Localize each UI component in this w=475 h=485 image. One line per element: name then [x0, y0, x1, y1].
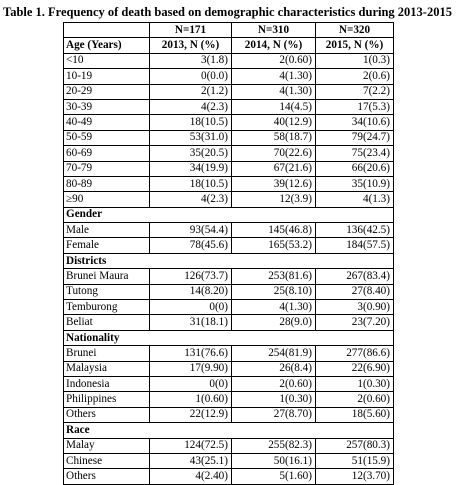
table-row: [64, 346, 394, 361]
cell-value: 1(0.3): [316, 53, 394, 68]
cell-value: 5(1.60): [232, 469, 316, 484]
section-heading: Gender: [64, 207, 394, 222]
cell-value: 25(8.10): [232, 284, 316, 299]
table-title: Table 1. Frequency of death based on demographic characteristics during 2013-2015: [3, 5, 452, 19]
cell-value: 184(57.5): [316, 238, 394, 253]
row-label: Others: [64, 407, 150, 422]
cell-value: 34(19.9): [150, 161, 232, 176]
row-label: Brunei Maura: [64, 269, 150, 284]
cell-value: 67(21.6): [232, 161, 316, 176]
row-label: Temburong: [64, 300, 150, 315]
section-heading: Districts: [64, 253, 394, 268]
table-row: [64, 99, 394, 114]
cell-value: 131(76.6): [150, 346, 232, 361]
n-header-row: [64, 23, 394, 38]
cell-value: 79(24.7): [316, 130, 394, 145]
cell-value: 17(9.90): [150, 361, 232, 376]
section-heading-row: [64, 330, 394, 345]
cell-value: 23(7.20): [316, 315, 394, 330]
cell-value: 22(12.9): [150, 407, 232, 422]
row-label: Others: [64, 469, 150, 484]
cell-value: 277(86.6): [316, 346, 394, 361]
row-label: 40-49: [64, 115, 150, 130]
cell-value: 4(2.3): [150, 99, 232, 114]
table-row: [64, 392, 394, 407]
cell-value: 4(1.30): [232, 84, 316, 99]
table-row: [64, 69, 394, 84]
cell-value: 4(2.40): [150, 469, 232, 484]
cell-value: 40(12.9): [232, 115, 316, 130]
cell-value: 2(1.2): [150, 84, 232, 99]
cell-value: 3(1.8): [150, 53, 232, 68]
table-row: [64, 300, 394, 315]
cell-value: 145(46.8): [232, 223, 316, 238]
cell-value: 0(0.0): [150, 69, 232, 84]
section-heading-row: [64, 207, 394, 222]
section-heading: Nationality: [64, 330, 394, 345]
row-label: Brunei: [64, 346, 150, 361]
table-row: [64, 453, 394, 468]
cell-value: 58(18.7): [232, 130, 316, 145]
row-label: ≥90: [64, 192, 150, 207]
row-label: 10-19: [64, 69, 150, 84]
cell-value: 35(20.5): [150, 146, 232, 161]
cell-value: 267(83.4): [316, 269, 394, 284]
row-label: Tutong: [64, 284, 150, 299]
cell-value: 27(8.40): [316, 284, 394, 299]
table-row: [64, 238, 394, 253]
table-row: [64, 115, 394, 130]
table-row: [64, 284, 394, 299]
cell-value: 51(15.9): [316, 453, 394, 468]
cell-value: 26(8.4): [232, 361, 316, 376]
table-body: [64, 53, 394, 484]
section-heading-row: [64, 253, 394, 268]
section-heading-row: [64, 423, 394, 438]
row-label: 80-89: [64, 176, 150, 191]
table-row: [64, 223, 394, 238]
cell-value: 4(1.30): [232, 69, 316, 84]
row-label: 60-69: [64, 146, 150, 161]
column-header-age: Age (Years): [64, 38, 150, 53]
n-header-2013: N=171: [150, 23, 232, 38]
table-row: [64, 146, 394, 161]
n-header-2014: N=310: [232, 23, 316, 38]
table-row: [64, 361, 394, 376]
cell-value: 253(81.6): [232, 269, 316, 284]
row-label: Chinese: [64, 453, 150, 468]
cell-value: 22(6.90): [316, 361, 394, 376]
row-label: Indonesia: [64, 376, 150, 391]
cell-value: 18(10.5): [150, 176, 232, 191]
n-header-2015: N=320: [316, 23, 394, 38]
row-label: Female: [64, 238, 150, 253]
cell-value: 12(3.70): [316, 469, 394, 484]
cell-value: 255(82.3): [232, 438, 316, 453]
cell-value: 18(10.5): [150, 115, 232, 130]
cell-value: 28(9.0): [232, 315, 316, 330]
table-row: [64, 376, 394, 391]
cell-value: 1(0.30): [316, 376, 394, 391]
cell-value: 18(5.60): [316, 407, 394, 422]
cell-value: 14(4.5): [232, 99, 316, 114]
cell-value: 66(20.6): [316, 161, 394, 176]
table-row: [64, 269, 394, 284]
cell-value: 2(0.60): [316, 392, 394, 407]
table-row: [64, 438, 394, 453]
row-label: 20-29: [64, 84, 150, 99]
table-row: [64, 130, 394, 145]
cell-value: 165(53.2): [232, 238, 316, 253]
table-row: [64, 161, 394, 176]
column-header-2014: 2014, N (%): [232, 38, 316, 53]
cell-value: 1(0.60): [150, 392, 232, 407]
table-row: [64, 176, 394, 191]
cell-value: 4(1.3): [316, 192, 394, 207]
cell-value: 31(18.1): [150, 315, 232, 330]
demographics-table: [63, 22, 394, 485]
cell-value: 0(0): [150, 300, 232, 315]
cell-value: 4(1.30): [232, 300, 316, 315]
cell-value: 257(80.3): [316, 438, 394, 453]
cell-value: 1(0.30): [232, 392, 316, 407]
cell-value: 78(45.6): [150, 238, 232, 253]
row-label: Malaysia: [64, 361, 150, 376]
cell-value: 2(0.60): [232, 53, 316, 68]
column-header-row: [64, 38, 394, 53]
cell-value: 254(81.9): [232, 346, 316, 361]
cell-value: 34(10.6): [316, 115, 394, 130]
cell-value: 35(10.9): [316, 176, 394, 191]
cell-value: 75(23.4): [316, 146, 394, 161]
cell-value: 12(3.9): [232, 192, 316, 207]
cell-value: 3(0.90): [316, 300, 394, 315]
cell-value: 17(5.3): [316, 99, 394, 114]
cell-value: 53(31.0): [150, 130, 232, 145]
cell-value: 27(8.70): [232, 407, 316, 422]
cell-value: 70(22.6): [232, 146, 316, 161]
cell-value: 126(73.7): [150, 269, 232, 284]
row-label: Male: [64, 223, 150, 238]
cell-value: 39(12.6): [232, 176, 316, 191]
cell-value: 136(42.5): [316, 223, 394, 238]
table-row: [64, 315, 394, 330]
row-label: Philippines: [64, 392, 150, 407]
cell-value: 7(2.2): [316, 84, 394, 99]
n-header-blank: [64, 23, 150, 38]
row-label: 50-59: [64, 130, 150, 145]
cell-value: 43(25.1): [150, 453, 232, 468]
row-label: <10: [64, 53, 150, 68]
table-row: [64, 192, 394, 207]
cell-value: 14(8.20): [150, 284, 232, 299]
row-label: Beliat: [64, 315, 150, 330]
column-header-2015: 2015, N (%): [316, 38, 394, 53]
row-label: 30-39: [64, 99, 150, 114]
row-label: 70-79: [64, 161, 150, 176]
cell-value: 2(0.6): [316, 69, 394, 84]
table-row: [64, 84, 394, 99]
cell-value: 0(0): [150, 376, 232, 391]
section-heading: Race: [64, 423, 394, 438]
cell-value: 4(2.3): [150, 192, 232, 207]
row-label: Malay: [64, 438, 150, 453]
table-row: [64, 53, 394, 68]
cell-value: 93(54.4): [150, 223, 232, 238]
table-row: [64, 407, 394, 422]
cell-value: 50(16.1): [232, 453, 316, 468]
cell-value: 2(0.60): [232, 376, 316, 391]
column-header-2013: 2013, N (%): [150, 38, 232, 53]
cell-value: 124(72.5): [150, 438, 232, 453]
